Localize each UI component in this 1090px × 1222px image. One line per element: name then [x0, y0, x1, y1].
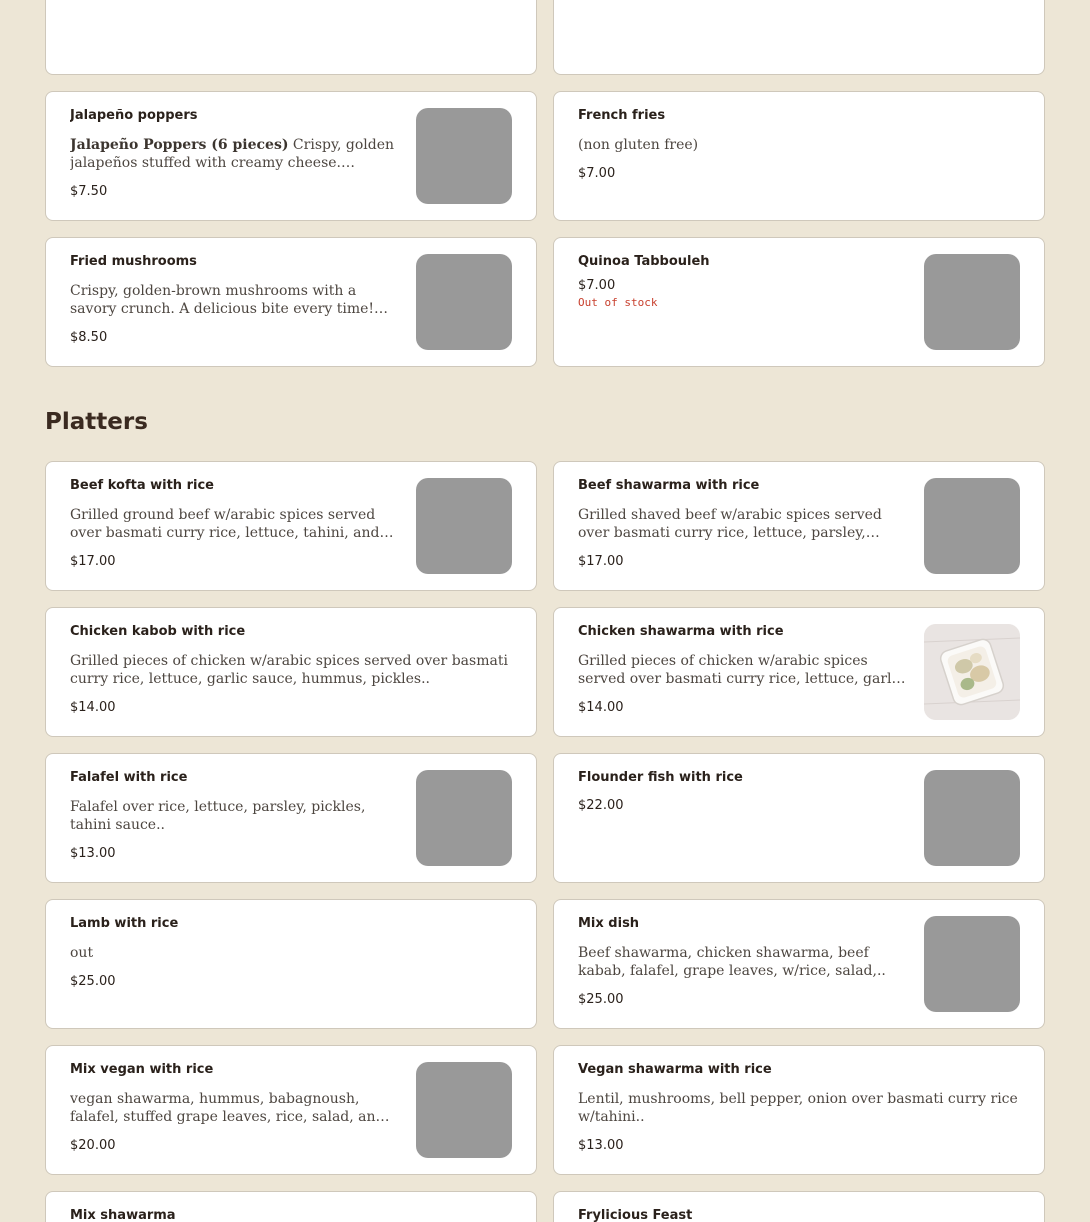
menu-item-card-quinoa-tabbouleh[interactable] — [553, 237, 1045, 367]
menu-item-card-vegan-shawarma[interactable] — [553, 1045, 1045, 1175]
menu-item-card[interactable] — [45, 0, 537, 75]
item-description: Grilled pieces of chicken w/arabic spices served over basmati curry rice, lettuce, garlic — [578, 653, 904, 687]
item-image-placeholder — [416, 770, 512, 866]
platters-grid — [45, 461, 1045, 1222]
item-description: (non gluten free) — [578, 137, 699, 153]
item-name: Jalapeño poppers — [70, 108, 198, 123]
menu-item-card-falafel[interactable] — [45, 753, 537, 883]
menu-item-card-mix-shawarma[interactable] — [45, 1191, 537, 1222]
item-name: Lamb with rice — [70, 916, 179, 931]
menu-item-card[interactable] — [553, 0, 1045, 75]
item-price: $7.00 — [578, 166, 616, 181]
item-name: French fries — [578, 108, 666, 123]
item-name: Mix dish — [578, 916, 640, 931]
item-price: $17.00 — [70, 554, 116, 569]
item-price: $13.00 — [578, 1138, 624, 1153]
item-price: $14.00 — [70, 700, 116, 715]
menu-item-card-flounder-fish[interactable] — [553, 753, 1045, 883]
item-name: Fried mushrooms — [70, 254, 197, 269]
item-image-placeholder — [416, 1062, 512, 1158]
menu-item-card-beef-shawarma[interactable] — [553, 461, 1045, 591]
out-of-stock-label: Out of stock — [578, 296, 658, 309]
item-description: Grilled ground beef w/arabic spices served over basmati curry rice, lettuce, tahini, and — [70, 507, 380, 541]
item-description: out — [70, 945, 94, 961]
item-price: $25.00 — [70, 974, 116, 989]
item-name: Falafel with rice — [70, 770, 188, 785]
menu-item-card-french-fries[interactable] — [553, 91, 1045, 221]
menu-item-card-chicken-shawarma[interactable] — [553, 607, 1045, 737]
section-title-platters: Platters — [45, 409, 148, 435]
item-name: Chicken shawarma with rice — [578, 624, 784, 639]
item-price: $14.00 — [578, 700, 624, 715]
appetizers-grid — [45, 0, 1045, 367]
menu-item-card-fried-mushrooms[interactable] — [45, 237, 537, 367]
item-description-bold: Jalapeño Poppers (6 pieces) — [70, 137, 289, 153]
menu-item-card-mix-vegan[interactable] — [45, 1045, 537, 1175]
item-image-placeholder — [416, 254, 512, 350]
menu-item-card-frylicious-feast[interactable] — [553, 1191, 1045, 1222]
item-image-placeholder — [924, 770, 1020, 866]
menu-item-card-lamb[interactable] — [45, 899, 537, 1029]
item-description: Beef shawarma, chicken shawarma, beef kabab, falafel, grape leaves, w/rice, salad,.. — [578, 945, 886, 979]
item-price: $17.00 — [578, 554, 624, 569]
item-price: $22.00 — [578, 798, 624, 813]
item-price: $7.00 — [578, 278, 616, 293]
menu-item-card-mix-dish[interactable] — [553, 899, 1045, 1029]
item-name: Mix vegan with rice — [70, 1062, 214, 1077]
menu-item-card-beef-kofta[interactable] — [45, 461, 537, 591]
item-description: vegan shawarma, hummus, babagnoush, falafel, stuffed grape leaves, rice, salad, and — [70, 1091, 385, 1125]
item-name: Chicken kabob with rice — [70, 624, 246, 639]
item-description: Grilled pieces of chicken w/arabic spices served over basmati curry rice, lettuce, garlic sauce, hummus, pickles.. — [70, 653, 508, 687]
item-name: Beef kofta with rice — [70, 478, 214, 493]
item-image-placeholder — [924, 916, 1020, 1012]
item-name: Quinoa Tabbouleh — [578, 254, 710, 269]
item-description: Lentil, mushrooms, bell pepper, onion over basmati curry rice w/tahini.. — [578, 1091, 1018, 1125]
item-image-placeholder — [416, 108, 512, 204]
item-image-placeholder — [924, 254, 1020, 350]
item-name: Frylicious Feast — [578, 1208, 693, 1222]
item-image-placeholder — [924, 478, 1020, 574]
item-price: $8.50 — [70, 330, 108, 345]
item-name: Beef shawarma with rice — [578, 478, 760, 493]
item-description: Falafel over rice, lettuce, parsley, pickles, tahini sauce.. — [70, 799, 366, 833]
item-price: $20.00 — [70, 1138, 116, 1153]
item-description-text: Crispy, golden jalapeños stuffed with creamy cheese. — [70, 137, 395, 171]
item-image-placeholder — [416, 478, 512, 574]
menu-item-card-jalapeno-poppers[interactable] — [45, 91, 537, 221]
item-description: Crispy, golden-brown mushrooms with a savory crunch. A delicious bite every time! — [70, 283, 375, 317]
food-container-illustration — [924, 624, 1020, 720]
item-price: $7.50 — [70, 184, 108, 199]
item-name: Flounder fish with rice — [578, 770, 743, 785]
item-description: Grilled shaved beef w/arabic spices served over basmati curry rice, lettuce, parsley, — [578, 507, 882, 541]
chicken-shawarma-photo — [924, 624, 1020, 720]
item-description — [70, 136, 398, 172]
item-price: $25.00 — [578, 992, 624, 1007]
menu-content — [45, 0, 1045, 1222]
item-price: $13.00 — [70, 846, 116, 861]
menu-item-card-chicken-kabob[interactable] — [45, 607, 537, 737]
item-name: Mix shawarma — [70, 1208, 176, 1222]
item-name: Vegan shawarma with rice — [578, 1062, 772, 1077]
